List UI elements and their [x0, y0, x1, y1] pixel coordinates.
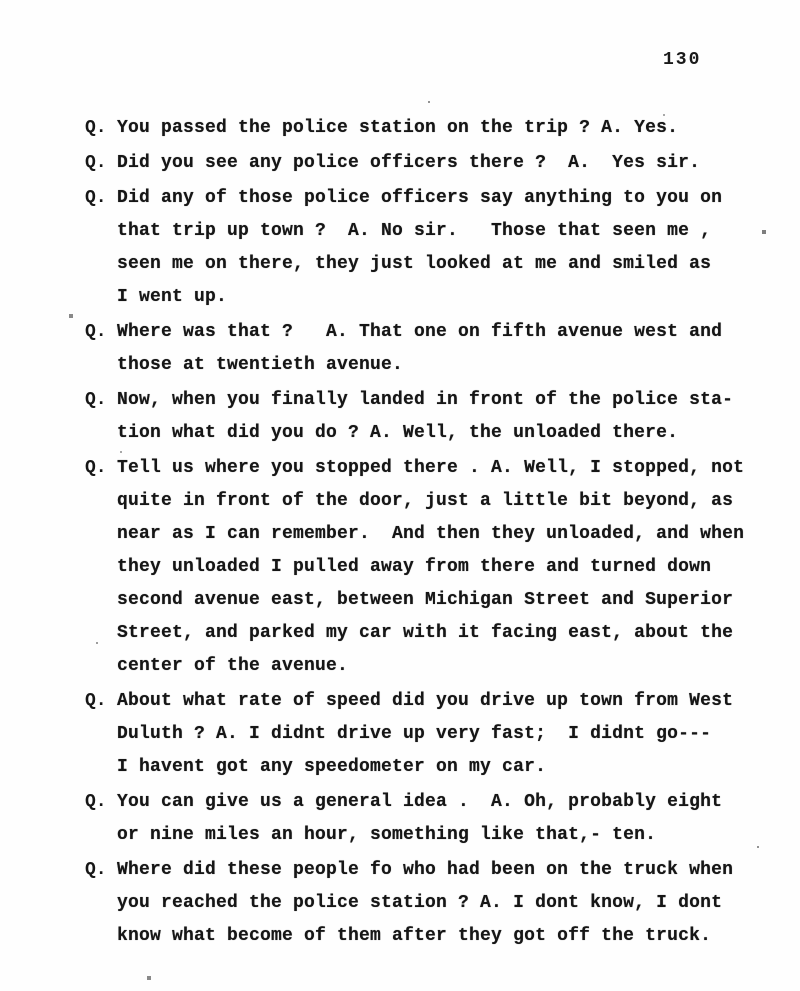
qa-entry — [85, 786, 745, 852]
qa-entry — [85, 182, 745, 314]
scan-speckles — [0, 0, 2, 2]
qa-lines — [117, 112, 745, 145]
question-prefix: Q. — [85, 691, 107, 711]
transcript-line: center of the avenue. — [117, 656, 349, 676]
question-prefix: Q. — [85, 188, 107, 208]
transcript-line: Duluth ? A. I didnt drive up very fast; I didnt go--- — [117, 724, 712, 744]
transcript-line: I went up. — [117, 287, 228, 307]
qa-entry — [85, 384, 745, 450]
question-prefix: Q. — [85, 792, 107, 812]
question-prefix: Q. — [85, 390, 107, 410]
question-prefix: Q. — [85, 118, 107, 138]
transcript-line: Tell us where you stopped there . A. Well, I stopped, not — [117, 458, 745, 478]
transcript-line: About what rate of speed did you drive up town from West — [117, 691, 734, 711]
qa-entry — [85, 112, 745, 145]
question-prefix: Q. — [85, 860, 107, 880]
qa-lines — [117, 182, 745, 314]
transcript-line: seen me on there, they just looked at me and smiled as — [117, 254, 712, 274]
qa-entry — [85, 316, 745, 382]
transcript-line: that trip up town ? A. No sir. Those that seen me , — [117, 221, 712, 241]
qa-lines — [117, 452, 745, 683]
transcript-line: You can give us a general idea . A. Oh, probably eight — [117, 792, 723, 812]
question-prefix: Q. — [85, 322, 107, 342]
transcript-line: Where did these people fo who had been on the truck when — [117, 860, 734, 880]
transcript-line: those at twentieth avenue. — [117, 355, 404, 375]
transcript — [85, 112, 745, 953]
transcript-line: they unloaded I pulled away from there and turned down — [117, 557, 712, 577]
qa-entry — [85, 452, 745, 683]
transcript-line: Now, when you finally landed in front of the police sta- — [117, 390, 734, 410]
transcript-line: second avenue east, between Michigan Street and Superior — [117, 590, 734, 610]
page-number: 130 — [663, 50, 702, 70]
transcript-line: you reached the police station ? A. I dont know, I dont — [117, 893, 723, 913]
transcript-line: Street, and parked my car with it facing east, about the — [117, 623, 734, 643]
qa-lines — [117, 786, 745, 852]
transcript-line: Where was that ? A. That one on fifth avenue west and — [117, 322, 723, 342]
qa-lines — [117, 384, 745, 450]
transcript-line: Did any of those police officers say anything to you on — [117, 188, 723, 208]
transcript-line: tion what did you do ? A. Well, the unloaded there. — [117, 423, 679, 443]
question-prefix: Q. — [85, 458, 107, 478]
qa-entry — [85, 685, 745, 784]
transcript-line: or nine miles an hour, something like that,- ten. — [117, 825, 657, 845]
transcript-line: know what become of them after they got off the truck. — [117, 926, 712, 946]
transcript-line: quite in front of the door, just a little bit beyond, as — [117, 491, 734, 511]
question-prefix: Q. — [85, 153, 107, 173]
qa-lines — [117, 316, 745, 382]
transcript-line: I havent got any speedometer on my car. — [117, 757, 547, 777]
qa-entry — [85, 854, 745, 953]
qa-lines — [117, 685, 745, 784]
transcript-line: Did you see any police officers there ? A. Yes sir. — [117, 153, 701, 173]
transcript-line: near as I can remember. And then they unloaded, and when — [117, 524, 745, 544]
qa-lines — [117, 854, 745, 953]
transcript-line: You passed the police station on the trip ? A. Yes. — [117, 118, 679, 138]
qa-lines — [117, 147, 745, 180]
qa-entry — [85, 147, 745, 180]
